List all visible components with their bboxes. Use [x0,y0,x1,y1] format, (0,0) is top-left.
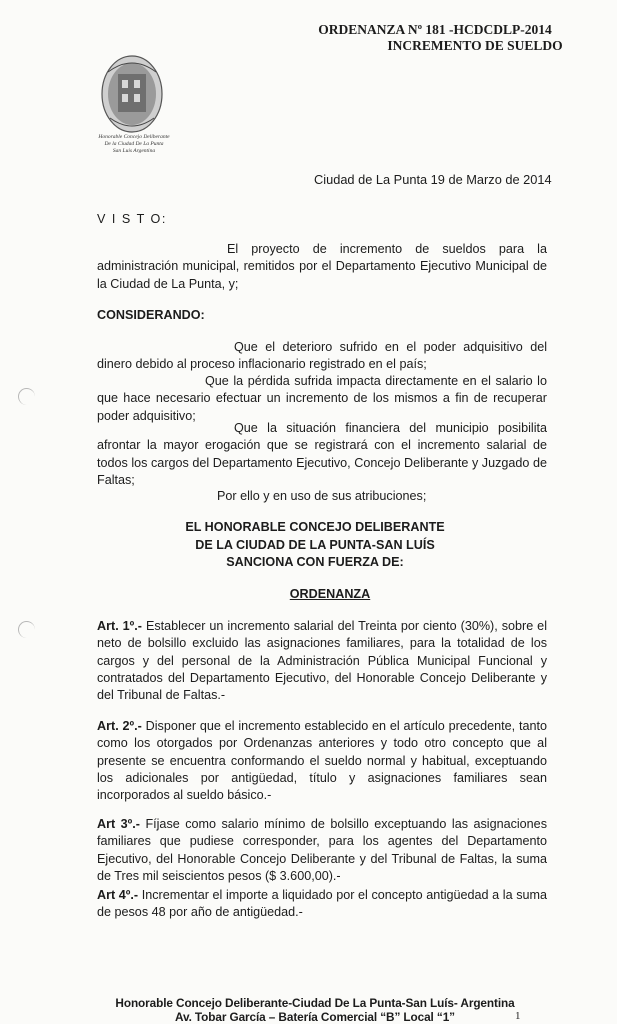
considerando-heading: CONSIDERANDO: [97,308,205,322]
article [97,887,547,922]
council-seal [96,52,168,134]
considerando-paragraph [97,339,547,374]
article-text: Establecer un incremento salarial del Treinta por ciento (30%), sobre el neto de bolsillo excluido las asignaciones familiares, para la totalidad de los cargos y del personal de la Administración Pública Municipal Funcional y contratados del Departamento Ejecutivo, del Honorable Concejo Deliberante y del Tribunal de Faltas.- [97,619,547,703]
considerando-text: Que la pérdida sufrida impacta directamente en el salario lo que hace necesario efectuar un incremento de los mismos a fin de recuperar poder adquisitivo; [97,374,547,423]
ordenanza-title: ORDENANZA [289,587,371,601]
ordinance-number: ORDENANZA Nº 181 -HCDCDLP-2014 [318,22,552,37]
article-label: Art 3º.- [97,817,140,831]
considerando-paragraph [97,420,547,489]
article [97,816,547,885]
seal-caption-line: De la Ciudad De La Punta [104,141,164,147]
sanciona-block [150,519,480,572]
considerando-closing: Por ello y en uso de sus atribuciones; [217,489,427,503]
ordinance-subject: INCREMENTO DE SUELDO [387,38,563,53]
seal-caption-line: San Luis Argentina [112,148,156,154]
article-label: Art 4º.- [97,888,139,902]
considerando-paragraph [97,373,547,425]
article-text: Fíjase como salario mínimo de bolsillo exceptuando las asignaciones familiares que pudiese corresponder, para los agentes del Departamento Ejecutivo, del Honorable Concejo Deliberante y del Tribunal de Faltas, la suma de Tres mil seiscientos pesos ($ 3.600,00).- [97,817,547,883]
hole-punch-mark [18,388,35,405]
hole-punch-mark [18,621,35,638]
visto-heading: V I S T O: [97,212,167,226]
article-text: Disponer que el incremento establecido en el artículo precedente, tanto como los otorgados por Ordenanzas anteriores y todo otro concepto que al presente se encuentra conformando el sueldo normal y habitual, exceptuando los adicionales por antigüedad, título y asignaciones familiares sean incorporados al sueldo básico.- [97,719,548,803]
page-number: 1 [515,1010,521,1022]
footer-line: Honorable Concejo Deliberante-Ciudad De La Punta-San Luís- Argentina [115,996,515,1010]
footer-line: Av. Tobar García – Batería Comercial “B” Local “1” [175,1010,455,1024]
date-line: Ciudad de La Punta 19 de Marzo de 2014 [314,172,552,187]
article-label: Art. 1º.- [97,619,142,633]
sanciona-line: DE LA CIUDAD DE LA PUNTA-SAN LUÍS [195,537,435,552]
seal-caption-line: Honorable Concejo Deliberante [98,134,170,140]
considerando-text: Que la situación financiera del municipio posibilita afrontar la mayor erogación que se registrará con el incremento salarial de todos los cargos del Departamento Ejecutivo, Concejo Deliberante y Juzgado de Faltas; [97,421,547,487]
article-label: Art. 2º.- [97,719,142,733]
article-text: Incrementar el importe a liquidado por el concepto antigüedad a la suma de pesos 48 por año de antigüedad.- [97,888,547,920]
sanciona-line: EL HONORABLE CONCEJO DELIBERANTE [185,520,445,534]
visto-text: El proyecto de incremento de sueldos para la administración municipal, remitidos por el Departamento Ejecutivo Municipal de la Ciudad de La Punta, y; [97,242,547,291]
considerando-text: Que el deterioro sufrido en el poder adquisitivo del dinero debido al proceso inflacionario registrado en el país; [97,340,547,372]
footer [100,996,530,1024]
seal-emblem-icon [96,52,168,134]
article [97,718,547,804]
article [97,618,547,704]
seal-caption [86,134,182,155]
visto-body [97,241,547,293]
sanciona-line: SANCIONA CON FUERZA DE: [226,555,404,569]
